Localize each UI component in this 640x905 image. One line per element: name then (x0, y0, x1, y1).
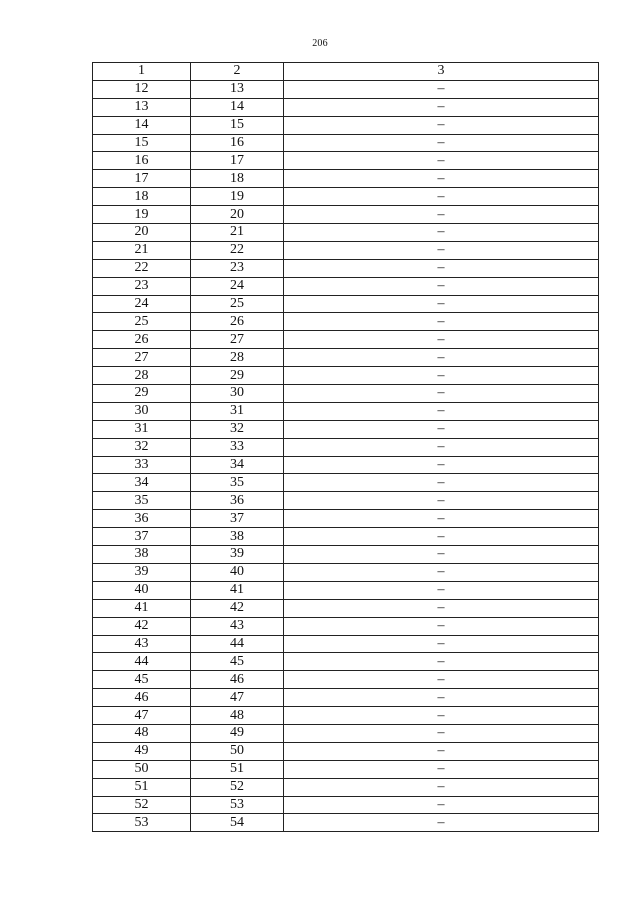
table-cell-col-1: 16 (93, 152, 191, 170)
table-row (93, 724, 599, 742)
table-row (93, 653, 599, 671)
table-cell-col-2: 22 (191, 241, 284, 259)
table-cell-col-3: – (284, 563, 599, 581)
table-row (93, 134, 599, 152)
table-cell-col-3: – (284, 492, 599, 510)
table-cell-col-1: 46 (93, 689, 191, 707)
table-cell-col-2: 47 (191, 689, 284, 707)
column-header-3: 3 (284, 63, 599, 81)
table-row (93, 546, 599, 564)
table-cell-col-3: – (284, 599, 599, 617)
table-cell-col-1: 18 (93, 188, 191, 206)
table-cell-col-3: – (284, 742, 599, 760)
table-cell-col-1: 13 (93, 98, 191, 116)
table-row (93, 259, 599, 277)
table-cell-col-3: – (284, 313, 599, 331)
table-cell-col-2: 39 (191, 546, 284, 564)
table-cell-col-2: 25 (191, 295, 284, 313)
table-cell-col-3: – (284, 116, 599, 134)
table-cell-col-1: 50 (93, 760, 191, 778)
table-cell-col-1: 17 (93, 170, 191, 188)
table-cell-col-3: – (284, 206, 599, 224)
table-cell-col-1: 20 (93, 224, 191, 242)
table-cell-col-1: 19 (93, 206, 191, 224)
table-cell-col-1: 27 (93, 349, 191, 367)
table-cell-col-2: 41 (191, 581, 284, 599)
table-cell-col-2: 18 (191, 170, 284, 188)
table-row (93, 224, 599, 242)
table-cell-col-3: – (284, 617, 599, 635)
table-cell-col-3: – (284, 581, 599, 599)
table-cell-col-1: 32 (93, 438, 191, 456)
table-row (93, 671, 599, 689)
table-row (93, 116, 599, 134)
table-row (93, 796, 599, 814)
table-cell-col-1: 52 (93, 796, 191, 814)
table-cell-col-2: 34 (191, 456, 284, 474)
table-cell-col-1: 24 (93, 295, 191, 313)
table-cell-col-3: – (284, 796, 599, 814)
table-row (93, 581, 599, 599)
table-cell-col-1: 14 (93, 116, 191, 134)
table-cell-col-3: – (284, 671, 599, 689)
table-cell-col-3: – (284, 188, 599, 206)
table-cell-col-2: 35 (191, 474, 284, 492)
table-cell-col-2: 20 (191, 206, 284, 224)
table-cell-col-3: – (284, 474, 599, 492)
table-cell-col-2: 44 (191, 635, 284, 653)
table-cell-col-2: 21 (191, 224, 284, 242)
header-row (93, 63, 599, 81)
table-cell-col-3: – (284, 760, 599, 778)
table-cell-col-1: 36 (93, 510, 191, 528)
table-cell-col-2: 16 (191, 134, 284, 152)
table-cell-col-3: – (284, 170, 599, 188)
table-cell-col-2: 13 (191, 80, 284, 98)
table-cell-col-1: 33 (93, 456, 191, 474)
table-cell-col-2: 43 (191, 617, 284, 635)
table-row (93, 456, 599, 474)
table-cell-col-2: 14 (191, 98, 284, 116)
table-cell-col-3: – (284, 456, 599, 474)
column-header-2: 2 (191, 63, 284, 81)
table-row (93, 760, 599, 778)
table-cell-col-1: 41 (93, 599, 191, 617)
table-row (93, 80, 599, 98)
table-cell-col-1: 38 (93, 546, 191, 564)
table-cell-col-2: 32 (191, 420, 284, 438)
table-cell-col-3: – (284, 402, 599, 420)
column-header-1: 1 (93, 63, 191, 81)
table-row (93, 438, 599, 456)
table-cell-col-3: – (284, 635, 599, 653)
table-cell-col-2: 27 (191, 331, 284, 349)
table-row (93, 689, 599, 707)
table-cell-col-3: – (284, 80, 599, 98)
table-cell-col-3: – (284, 367, 599, 385)
table-row (93, 385, 599, 403)
table-cell-col-3: – (284, 331, 599, 349)
page-number: 206 (312, 38, 328, 49)
table-row (93, 241, 599, 259)
table-cell-col-2: 26 (191, 313, 284, 331)
table-row (93, 295, 599, 313)
table-row (93, 402, 599, 420)
table-cell-col-2: 40 (191, 563, 284, 581)
table-row (93, 778, 599, 796)
table-cell-col-1: 29 (93, 385, 191, 403)
table-cell-col-3: – (284, 707, 599, 725)
table-row (93, 98, 599, 116)
table-cell-col-3: – (284, 420, 599, 438)
table-row (93, 814, 599, 832)
table-cell-col-1: 31 (93, 420, 191, 438)
table-cell-col-2: 46 (191, 671, 284, 689)
table-header (93, 63, 599, 81)
table-cell-col-2: 37 (191, 510, 284, 528)
table-cell-col-3: – (284, 134, 599, 152)
table-cell-col-1: 37 (93, 528, 191, 546)
table-cell-col-3: – (284, 510, 599, 528)
table-cell-col-1: 40 (93, 581, 191, 599)
table-cell-col-1: 30 (93, 402, 191, 420)
table-row (93, 742, 599, 760)
table-row (93, 510, 599, 528)
table-cell-col-1: 23 (93, 277, 191, 295)
table-cell-col-3: – (284, 438, 599, 456)
table-cell-col-1: 42 (93, 617, 191, 635)
table-cell-col-2: 48 (191, 707, 284, 725)
table-cell-col-1: 25 (93, 313, 191, 331)
table-row (93, 474, 599, 492)
table-row (93, 492, 599, 510)
table-cell-col-3: – (284, 528, 599, 546)
table-cell-col-1: 35 (93, 492, 191, 510)
table-row (93, 331, 599, 349)
table-cell-col-3: – (284, 689, 599, 707)
table-cell-col-2: 49 (191, 724, 284, 742)
table-row (93, 152, 599, 170)
table-cell-col-1: 48 (93, 724, 191, 742)
table-cell-col-2: 24 (191, 277, 284, 295)
table-cell-col-3: – (284, 241, 599, 259)
table-row (93, 420, 599, 438)
table-row (93, 206, 599, 224)
table-row (93, 563, 599, 581)
table-cell-col-2: 30 (191, 385, 284, 403)
table-cell-col-1: 47 (93, 707, 191, 725)
table-cell-col-1: 49 (93, 742, 191, 760)
table-cell-col-3: – (284, 653, 599, 671)
table-cell-col-2: 36 (191, 492, 284, 510)
table-cell-col-1: 21 (93, 241, 191, 259)
table-row (93, 277, 599, 295)
table-cell-col-2: 15 (191, 116, 284, 134)
table-row (93, 635, 599, 653)
table-cell-col-2: 33 (191, 438, 284, 456)
table-row (93, 188, 599, 206)
table-row (93, 617, 599, 635)
table-cell-col-2: 53 (191, 796, 284, 814)
table-cell-col-1: 44 (93, 653, 191, 671)
data-table (92, 62, 599, 832)
table-cell-col-3: – (284, 98, 599, 116)
table-cell-col-2: 38 (191, 528, 284, 546)
table-cell-col-2: 17 (191, 152, 284, 170)
table-row (93, 528, 599, 546)
table-cell-col-2: 28 (191, 349, 284, 367)
table-cell-col-1: 28 (93, 367, 191, 385)
table-cell-col-3: – (284, 778, 599, 796)
table-cell-col-2: 23 (191, 259, 284, 277)
table-cell-col-1: 34 (93, 474, 191, 492)
table-row (93, 170, 599, 188)
table-cell-col-2: 52 (191, 778, 284, 796)
table-cell-col-2: 54 (191, 814, 284, 832)
table-row (93, 313, 599, 331)
table-cell-col-3: – (284, 724, 599, 742)
table-cell-col-2: 29 (191, 367, 284, 385)
table-cell-col-2: 50 (191, 742, 284, 760)
table-cell-col-1: 53 (93, 814, 191, 832)
table-cell-col-2: 45 (191, 653, 284, 671)
table-cell-col-3: – (284, 224, 599, 242)
table-cell-col-3: – (284, 546, 599, 564)
table-cell-col-3: – (284, 277, 599, 295)
table-cell-col-3: – (284, 349, 599, 367)
table-cell-col-3: – (284, 259, 599, 277)
table-cell-col-3: – (284, 385, 599, 403)
table-cell-col-3: – (284, 295, 599, 313)
table-cell-col-3: – (284, 814, 599, 832)
table-cell-col-1: 43 (93, 635, 191, 653)
table-row (93, 349, 599, 367)
table-cell-col-1: 26 (93, 331, 191, 349)
table-cell-col-1: 39 (93, 563, 191, 581)
table-cell-col-2: 51 (191, 760, 284, 778)
table-row (93, 599, 599, 617)
table-row (93, 367, 599, 385)
table-cell-col-1: 12 (93, 80, 191, 98)
table-cell-col-2: 42 (191, 599, 284, 617)
table-body (93, 80, 599, 831)
table-cell-col-1: 22 (93, 259, 191, 277)
table-cell-col-3: – (284, 152, 599, 170)
table-cell-col-1: 15 (93, 134, 191, 152)
table-cell-col-1: 51 (93, 778, 191, 796)
table-row (93, 707, 599, 725)
table-cell-col-2: 19 (191, 188, 284, 206)
table-cell-col-2: 31 (191, 402, 284, 420)
table-cell-col-1: 45 (93, 671, 191, 689)
